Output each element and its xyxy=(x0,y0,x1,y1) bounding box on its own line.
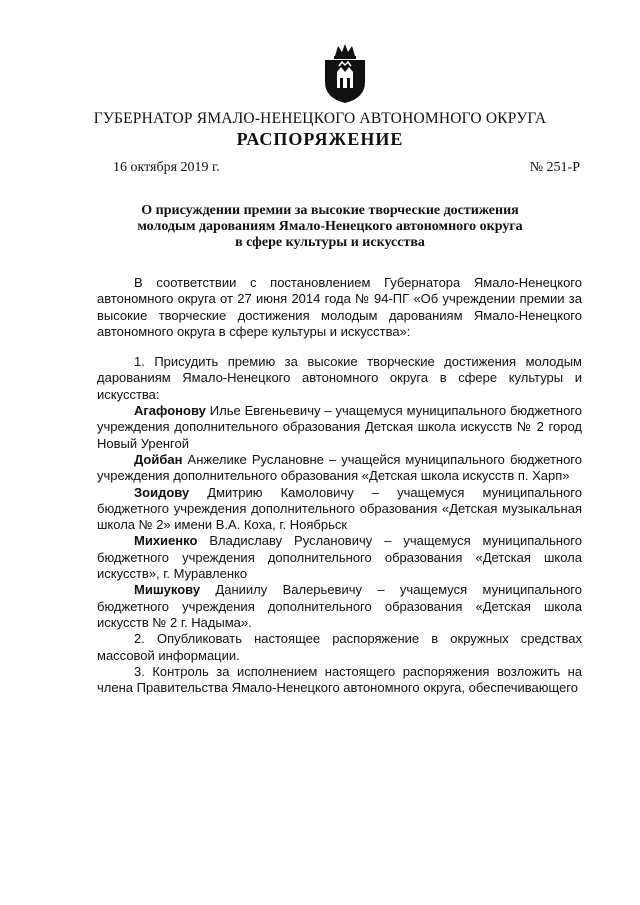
document-body xyxy=(97,275,582,696)
awardee-details: Владиславу Руслановичу – учащемуся муниципального бюджетного учреждения дополнительного образования «Детская школа искусств», г. Муравленко xyxy=(97,533,582,582)
awardee-details: Дмитрию Камоловичу – учащемуся муниципального бюджетного учреждения дополнительного образования «Детская музыкальная школа № 2» имени В.А. Коха, г. Ноябрьск xyxy=(97,484,582,533)
subject-line: молодым дарованиям Ямало-Ненецкого автономного округа xyxy=(137,219,523,234)
awardee-surname: Мишукову xyxy=(134,582,201,598)
document-date: 16 октября 2019 г. xyxy=(113,160,220,175)
subject-line: О присуждении премии за высокие творческие достижения xyxy=(141,203,519,218)
awardee-details: Илье Евгеньевичу – учащемуся муниципального бюджетного учреждения дополнительного образования Детская школа искусств № 2 город Новый Уренгой xyxy=(97,403,582,451)
awardee-details: Анжелике Руслановне – учащейся муниципального бюджетного учреждения дополнительного образования «Детская школа искусств п. Харп» xyxy=(97,451,582,484)
awardee-surname: Зоидову xyxy=(134,484,190,500)
item-3-paragraph: 3. Контроль за исполнением настоящего распоряжения возложить на члена Правительства Ямало-Ненецкого автономного округа, обеспечивающего xyxy=(97,663,582,696)
awardee-paragraph xyxy=(97,582,582,631)
organization-title: ГУБЕРНАТОР ЯМАЛО-НЕНЕЦКОГО АВТОНОМНОГО ОКРУГА xyxy=(93,110,547,127)
awardee-paragraph xyxy=(97,403,582,452)
awardee-paragraph xyxy=(97,485,582,534)
subject-line: в сфере культуры и искусства xyxy=(235,235,425,250)
item-1-paragraph: 1. Присудить премию за высокие творческие достижения молодым дарованиям Ямало-Ненецкого автономного округа в сфере культуры и искусства: xyxy=(97,354,582,402)
awardee-surname: Агафонову xyxy=(134,403,206,419)
awardee-paragraph xyxy=(97,533,582,582)
document-subject xyxy=(100,203,560,251)
awardee-surname: Михиенко xyxy=(134,533,198,549)
preamble-paragraph: В соответствии с постановлением Губернатора Ямало-Ненецкого автономного округа от 27 июня 2014 года № 94-ПГ «Об учреждении премии за высокие творческие достижения молодым дарованиям Ямало-Ненецкого автономного округа в сфере культуры и искусства»: xyxy=(97,275,582,339)
document-number: № 251-Р xyxy=(529,160,580,175)
awardee-paragraph xyxy=(97,452,582,485)
document-type-title: РАСПОРЯЖЕНИЕ xyxy=(236,129,404,149)
awardee-surname: Дойбан xyxy=(134,451,183,467)
awardee-details: Даниилу Валерьевичу – учащемуся муниципального бюджетного учреждения дополнительного образования «Детская школа искусств № 2 г. Надыма». xyxy=(97,582,582,630)
item-2-paragraph: 2. Опубликовать настоящее распоряжение в окружных средствах массовой информации. xyxy=(97,631,582,663)
coat-of-arms-icon xyxy=(321,42,369,104)
